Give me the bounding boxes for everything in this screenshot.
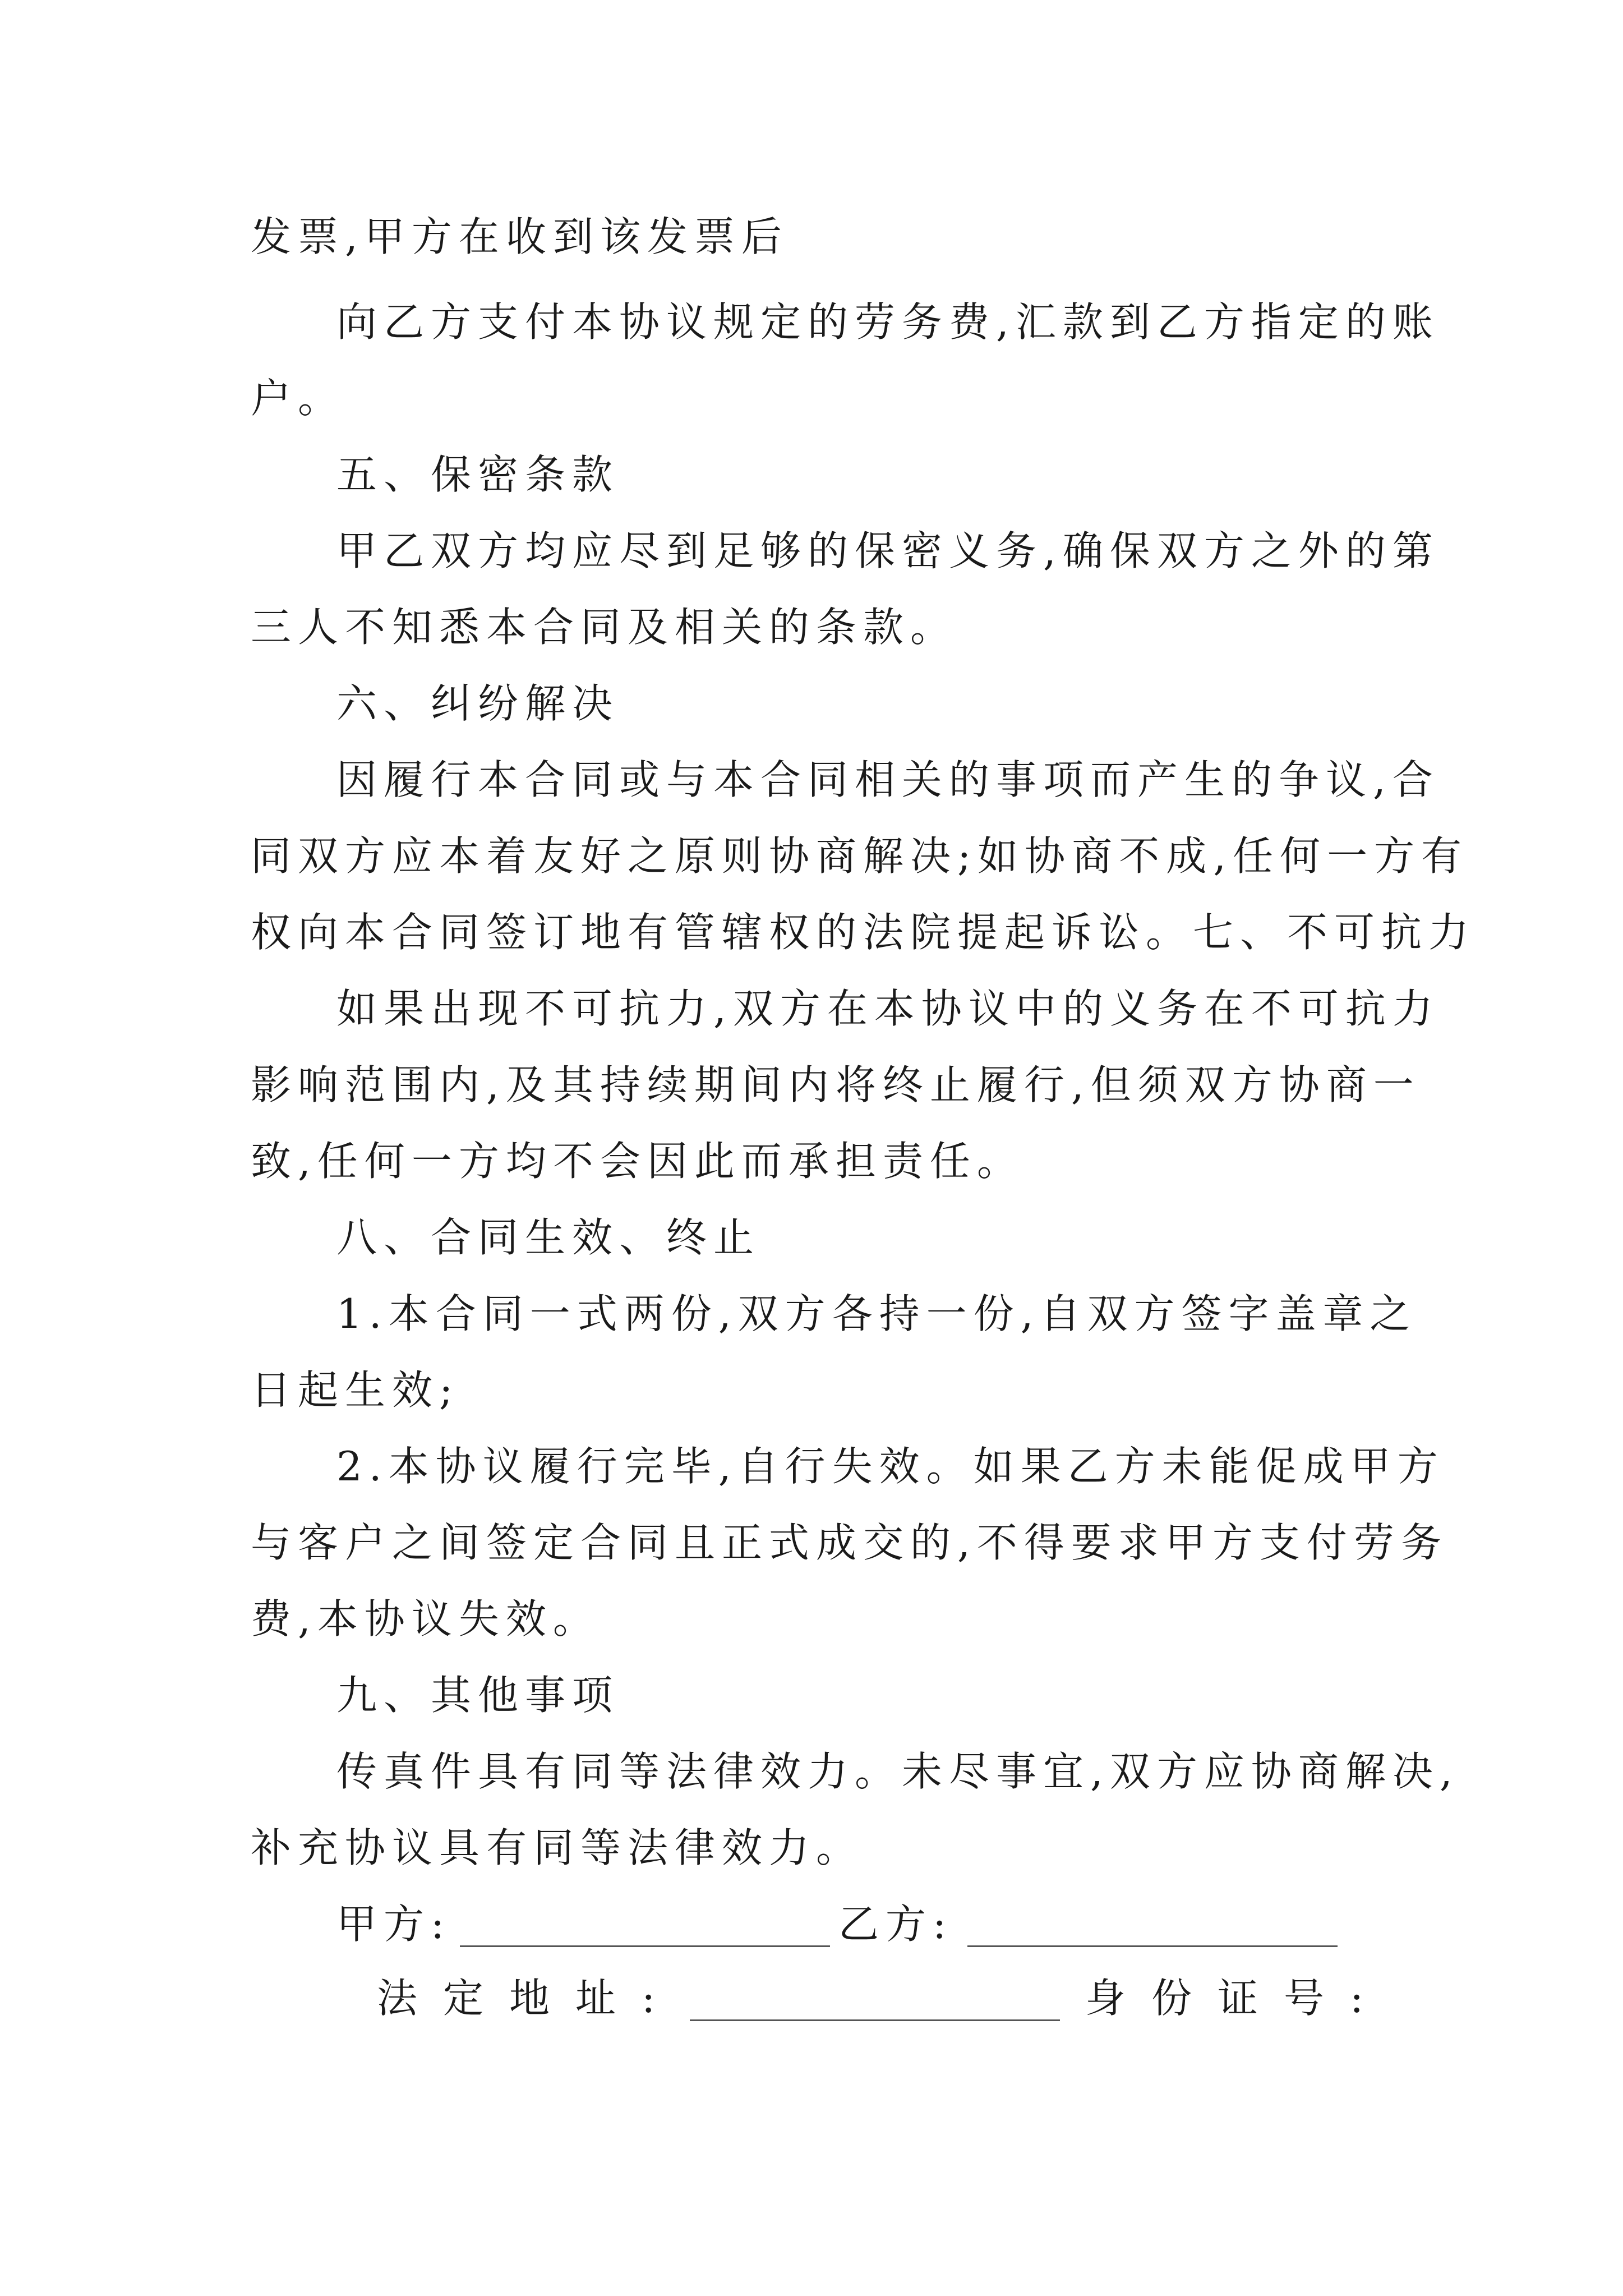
paragraph-line: 向乙方支付本协议规定的劳务费,汇款到乙方指定的账 [336,298,1440,346]
section-heading: 五、保密条款 [336,451,620,498]
paragraph-line: 传真件具有同等法律效力。未尽事宜,双方应协商解决, [336,1748,1459,1795]
party-a-signature-line[interactable] [460,1945,830,1947]
paragraph-line: 如果出现不可抗力,双方在本协议中的义务在不可抗力 [336,985,1440,1032]
id-number-label: 身份证号: [1085,1975,1390,2022]
paragraph-line: 三人不知悉本合同及相关的条款。 [251,604,958,651]
section-heading: 六、纠纷解决 [336,680,620,727]
paragraph-line: 户。 [251,375,345,422]
paragraph-line: 1.本合同一式两份,双方各持一份,自双方签字盖章之 [336,1290,1417,1337]
paragraph-line: 致,任何一方均不会因此而承担责任。 [251,1138,1024,1185]
party-b-signature-line[interactable] [967,1945,1338,1947]
paragraph-line: 2.本协议履行完毕,自行失效。如果乙方未能促成甲方 [336,1443,1445,1490]
paragraph-line: 费,本协议失效。 [251,1595,600,1642]
section-heading: 八、合同生效、终止 [336,1214,761,1261]
paragraph-line: 日起生效; [251,1366,460,1414]
party-a-label: 甲方: [336,1901,451,1948]
legal-address-label: 法定地址: [377,1975,681,2022]
section-heading: 九、其他事项 [336,1672,620,1719]
party-b-label: 乙方: [838,1901,953,1948]
paragraph-line: 甲乙双方均应尽到足够的保密义务,确保双方之外的第 [336,527,1440,574]
paragraph-line: 同双方应本着友好之原则协商解决;如协商不成,任何一方有 [251,832,1469,880]
paragraph-line: 权向本合同签订地有管辖权的法院提起诉讼。七、不可抗力 [251,909,1476,956]
paragraph-line: 发票,甲方在收到该发票后 [251,213,789,260]
paragraph-line: 补充协议具有同等法律效力。 [251,1824,864,1871]
legal-address-line[interactable] [690,2019,1060,2021]
paragraph-line: 影响范围内,及其持续期间内将终止履行,但须双方协商一 [251,1061,1421,1108]
paragraph-line: 因履行本合同或与本合同相关的事项而产生的争议,合 [336,756,1440,803]
paragraph-line: 与客户之间签定合同且正式成交的,不得要求甲方支付劳务 [251,1519,1448,1566]
